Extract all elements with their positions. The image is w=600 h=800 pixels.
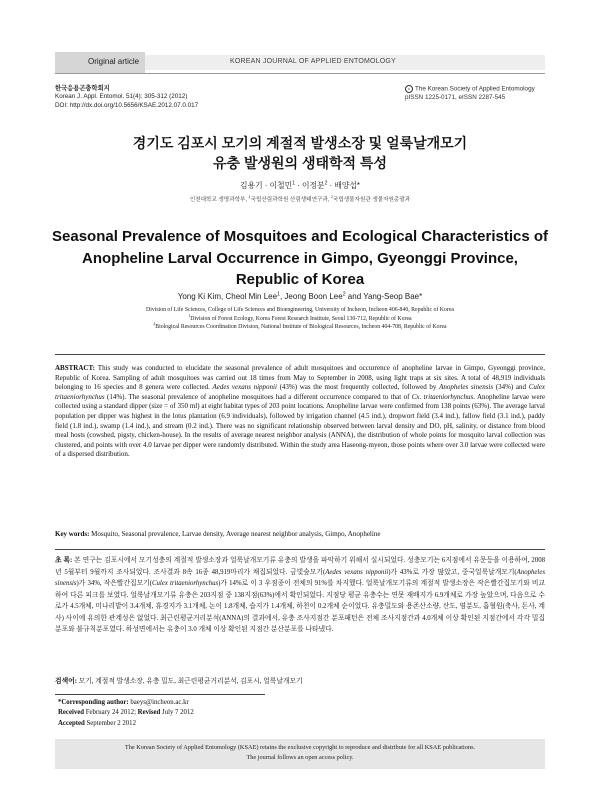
- species-name: Anopheles sinensis: [439, 383, 494, 392]
- author-en-3: and Yang-Seop Bae*: [345, 292, 423, 301]
- copyright-block: [405, 85, 545, 102]
- species-name: Culex tritaeniorhynchus: [151, 580, 219, 587]
- author-ko-4: 배양섭*: [334, 181, 360, 190]
- affil-en-0: Division of Life Sciences, College of Life Sciences and Bioengineering, University of Incheon, Incheon 406-840, Republic of Korea: [146, 307, 454, 313]
- author-en-2: , Jeong Boon Lee: [279, 292, 343, 301]
- citation-block: [55, 85, 198, 110]
- issn-numbers: pISSN 1225-0171, eISSN 2287-545: [405, 94, 506, 102]
- author-ko-1: 김용기: [240, 181, 263, 190]
- journal-banner: KOREAN JOURNAL OF APPLIED ENTOMOLOGY: [230, 58, 396, 65]
- corresponding-email[interactable]: baeys@incheon.ac.kr: [128, 699, 189, 706]
- copyright-icon: c: [405, 85, 413, 93]
- revised-label: Revised: [137, 709, 161, 717]
- affil-ko-0: 인천대학교 생명과학부,: [189, 197, 247, 203]
- english-keywords: [55, 530, 545, 540]
- korean-title: [0, 133, 600, 173]
- author-en-1: Yong Ki Kim, Cheol Min Lee: [177, 292, 278, 301]
- species-name: Anopheles sinensis: [55, 568, 545, 587]
- doi-link[interactable]: DOI: http://dx.doi.org/10.5656/KSAE.2012.07.0.017: [55, 101, 199, 109]
- korean-abstract-text: 본 연구는 김포시에서 모기성충의 계절적 발생소장과 얼룩날개모기류 유충의 발생을 파악하기 위해서 실시되었다. 성충모기는 6지점에서 유문등을 이용하여, 2008년 5월부터 9월까지 조사되었다. 조사결과 8속 16종 48,919마리가 채집되었다. 금빛숲모기(: [55, 557, 545, 576]
- footer-line-2: The journal follows an open access policy.: [246, 753, 354, 761]
- accepted-label: Accepted: [58, 719, 85, 727]
- english-affiliations: [0, 306, 600, 332]
- korean-abstract-text: )가 14%로 이 3 우점종이 전체의 91%를 차지했다. 얼룩날개모기류의 계절적 발생소장은 작은빨간집모기와 비교하여 다른 피크를 보였다. 얼룩날개모기류 유충은 203지점 중 138지점(63%)에서 확인되었다. 지점당 평균 유충수는 연못 재배지가 6.9개체로 가장 높았으며, 다음으로 수로가 4.5개체, 미나리밭이 3.4개체, 휴경지가 3.1개체, 논이 1.8개체, 습지가 1.4개체, 하천이 0.2개체 순이었다. 유충밀도와 용존산소량, 산도, 염분도, 흡혈원(축사, 돈사, 계사) 사이에 유의한 관계성은 없었다. 최근린평균거리분석(ANNA)의 결과에서, 유충 조사지점간 분포패턴은 전체 조사지점간과 4.0개체 이상 확인된 지점간에서 각각 밀집분포와 불규칙분포였다. 하성면에서는 유충이 3.0 개체 이상 확인된 지점간 분산분포를 나타냈다.: [55, 580, 546, 633]
- affil-en-1-sup: 1: [188, 313, 191, 318]
- affil-en-2: Biological Resources Coordination Division, National Institute of Biological Resources, Incheon 404-708, Republic of Korea: [155, 324, 447, 331]
- author-ko-3: 이정분: [301, 181, 325, 190]
- english-authors: [0, 292, 600, 301]
- keywords-rule: [55, 549, 545, 550]
- header-rule: [55, 73, 545, 74]
- abstract-text: (34%) and: [493, 383, 529, 392]
- species-name: Cx. tritaeniorhynchus: [411, 392, 474, 401]
- footer-copyright: [55, 743, 545, 762]
- author-ko-2: 이철민: [269, 181, 293, 190]
- english-title-line-2: Anopheline Larval Occurrence in Gimpo, Gyeonggi Province,: [82, 249, 518, 267]
- korean-title-line-2: 유충 발생원의 생태학적 특성: [213, 155, 387, 171]
- author-separator: ·: [262, 181, 270, 190]
- korean-affiliations: [0, 195, 600, 203]
- english-title-line-1: Seasonal Prevalence of Mosquitoes and Ecological Characteristics of: [52, 228, 548, 245]
- author-separator: ·: [327, 181, 335, 190]
- received-label: Received: [58, 709, 85, 717]
- author-ko-3-sup: 2: [324, 180, 328, 187]
- korean-title-line-1: 경기도 김포시 모기의 계절적 발생소장 및 얼룩날개모기: [132, 135, 468, 151]
- species-name: Aedes vexans nipponii: [325, 568, 389, 576]
- affil-ko-2: 국립생물자원관 생물자원총괄과: [332, 197, 411, 203]
- species-name: Aedes vexans nipponii: [212, 383, 277, 392]
- korean-abstract: [55, 555, 545, 636]
- keywords-label: Key words:: [55, 530, 90, 538]
- keywords-text: Mosquito, Seasonal prevalence, Larvae density, Average nearest neighbor analysis, Gimpo, Anopheline: [89, 530, 381, 538]
- korean-keywords-text: 모기, 계절적 발생소장, 유충 밀도, 최근린평균거리분석, 김포시, 얼룩날개모기: [76, 678, 303, 685]
- abstract-text: (43%) was the most frequently collected, followed by: [276, 383, 440, 392]
- author-en-2-sup: 2: [342, 291, 346, 298]
- abstract-top-rule: [55, 354, 545, 355]
- footnote-rule: [55, 694, 265, 695]
- author-en-1-sup: 1: [277, 291, 280, 298]
- article-type-label: Original article: [88, 57, 140, 66]
- affil-en-2-sup: 2: [153, 322, 156, 327]
- korean-abstract-text: )가 43%로 가장 많았고, 중국얼룩날개모기(: [388, 568, 517, 576]
- received-date: February 24 2012;: [84, 709, 138, 717]
- author-ko-2-sup: 1: [292, 180, 296, 187]
- journal-reference: Korean J. Appl. Entomol. 51(4): 305-312 (2012): [55, 93, 188, 101]
- author-separator: ·: [295, 181, 302, 190]
- korean-keywords: [55, 677, 545, 687]
- footer-line-1: The Korean Society of Applied Entomology (KSAE) retains the exclusive copyright to reproduce and distribute for all KSAE publications.: [124, 744, 476, 751]
- species-name: Culex tritaeniorhynchus: [55, 383, 546, 401]
- korean-abstract-text: )가 34%, 작은빨간집모기(: [76, 580, 152, 587]
- affil-ko-1-sup: 1: [248, 195, 251, 200]
- affil-ko-2-sup: 2: [330, 195, 333, 200]
- accepted-date: September 2 2012: [84, 719, 136, 727]
- abstract-text: (14%). The seasonal prevalence of anopheline mosquitoes had a different occurrence compared to that of: [104, 392, 412, 401]
- korean-abstract-label: 초 록:: [55, 557, 73, 564]
- abstract-text: This study was conducted to elucidate the seasonal prevalence of adult mosquitoes and occurrence of anopheline larvae in Gimpo, Gyeonggi province, Republic of Korea. Sampling of adult mosquitoes was carried out 18 times from May to September in 2008, using light traps at six sites. A total of 48,919 individuals belonging to 16 species and 8 genera were collected.: [55, 364, 545, 392]
- correspondence-block: [58, 698, 194, 729]
- corresponding-author-label: *Corresponding author:: [58, 699, 129, 706]
- english-title: [0, 226, 600, 291]
- society-name: The Korean Society of Applied Entomology: [415, 85, 535, 93]
- english-title-line-3: Republic of Korea: [235, 271, 365, 288]
- affil-ko-1: 국립산림과학원 산림생태연구과,: [250, 197, 330, 203]
- korean-keywords-label: 검색어:: [55, 678, 77, 685]
- journal-name-ko: 한국응용곤충학회지: [55, 85, 110, 92]
- korean-authors: [0, 180, 600, 191]
- revised-date: July 7 2012: [160, 709, 194, 717]
- affil-en-1: Division of Forest Ecology, Korea Forest Research Institute, Seoul 130-712, Republic of Korea: [190, 315, 412, 322]
- abstract-text: . Anopheline larvae were collected using a standard dipper (size = of 350 ml) at eight habitat types of 203 point locations. Anopheline larvae were confirmed from 138 points (63%). The average larval population per dipper was highest in the lotus plantation (6.9 individuals), followed by irrigation channel (4.5 ind.), dropwort field (3.4 ind.), fallow field (3.1 ind.), paddy field (1.8 ind.), swamp (1.4 ind.), and stream (0.2 ind.). There was no significant relationship observed between larval density and DO, pH, salinity, or distance from blood meal hosts (cowshed, pigsty, chicken-house). In the results of average nearest neighbor analysis (ANNA), the distribution of whole points for mosquito larval collection was clustered, and points with over 4.0 larvae per dipper were randomly distributed. Within the study area Haseong-myeon, those points where over 3.0 larvae were collected were of a dispersed distribution.: [55, 392, 545, 459]
- abstract-label: ABSTRACT:: [55, 364, 95, 372]
- english-abstract: [55, 364, 545, 460]
